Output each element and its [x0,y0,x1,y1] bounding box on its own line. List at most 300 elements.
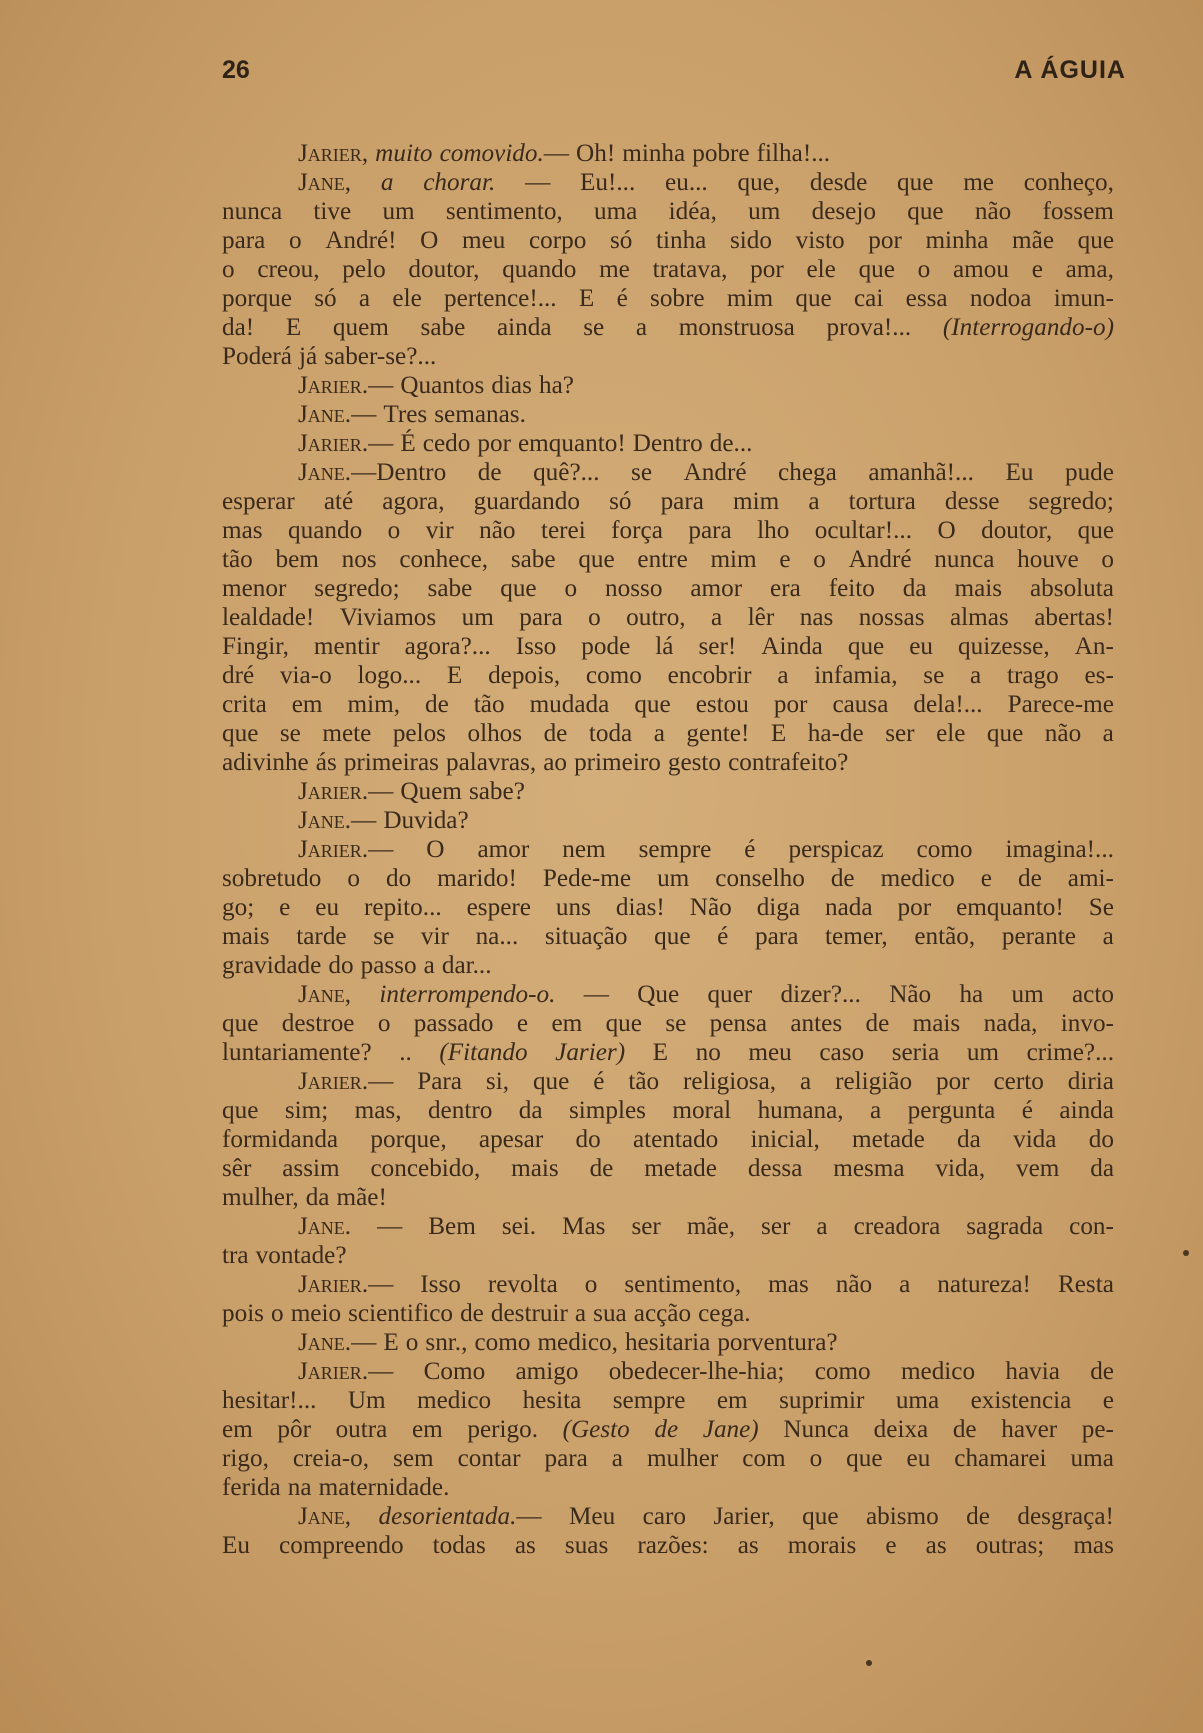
word: uma [1070,1445,1114,1472]
word: meu [461,227,506,254]
word: e [1102,1387,1114,1414]
word: Para [417,1068,462,1095]
word: mete [322,720,372,747]
word: da [1090,1155,1114,1182]
word: idéa, [668,198,717,225]
word: Eu!... [580,169,636,196]
word: do [575,1126,601,1153]
word: quando [288,517,363,544]
word: mais [511,1155,559,1182]
word: (Fitando [439,1039,528,1066]
text-line [222,1067,1114,1096]
word: passado [413,1010,494,1037]
word: se [665,1010,687,1037]
word: uma [594,198,638,225]
text-line [222,342,1114,371]
word: tinha [656,227,707,254]
word: apesar [478,1126,544,1153]
word: que [500,575,537,602]
word: eu [315,894,340,921]
word: pois [222,1300,264,1327]
word: imagina!... [1005,836,1114,863]
word: Quem [400,778,462,805]
word: perspicaz [788,836,884,863]
word: nosso [605,575,663,602]
word: minha [622,140,686,167]
word: o [584,1271,598,1298]
word: tão [473,691,505,718]
word: de [952,1416,977,1443]
word: ainda [496,314,552,341]
word: o [271,1300,284,1327]
word: como [474,1329,531,1356]
word: nunca [934,546,995,573]
word: dias! [615,894,665,921]
word: e [279,894,291,921]
word: Jane) [702,1416,759,1443]
word: E [770,720,787,747]
word: é [744,836,756,863]
word: bem [275,546,319,573]
word: nossas [858,604,925,631]
word: só [609,227,633,254]
text-line [222,806,1114,835]
word: menor [222,575,287,602]
text-line [222,400,1114,429]
word: que [532,1068,570,1095]
word: formidanda [222,1126,339,1153]
word: ainda [1059,1097,1114,1124]
word: Jane, [298,169,352,196]
word: Jane, [298,1503,352,1530]
word: suas [564,1532,609,1559]
word: desorientada.— [378,1503,542,1530]
word: dar... [441,952,492,979]
word: vir [425,517,454,544]
word: de [543,720,568,747]
word: as [925,1532,947,1559]
word: desgraça! [1017,1503,1114,1530]
word: ha? [538,372,574,399]
word: que [1077,227,1114,254]
word: André! [325,227,397,254]
word: da [305,1184,330,1211]
word: meu [748,1039,792,1066]
word: nas [799,604,834,631]
word: por [750,256,784,283]
word: não [1044,720,1082,747]
word: gente! [686,720,750,747]
word: não [974,198,1012,225]
word: sei. [501,1213,537,1240]
word: interrompendo-o. [379,981,556,1008]
word: pelos [392,720,446,747]
word: esperar [222,488,295,515]
word: para [222,227,266,254]
word: a [800,1068,812,1095]
word: do [385,865,412,892]
word: Mas [562,1213,606,1240]
word: ama, [1065,256,1114,283]
word: um [382,198,415,225]
word: que [222,1010,259,1037]
word: nunca [222,198,283,225]
word: do [1088,1126,1114,1153]
word: muito [375,140,433,167]
word: para [544,1445,588,1472]
word: vida, [935,1155,986,1182]
word: o [347,865,360,892]
word: a [635,314,648,341]
word: mim [726,285,774,312]
word: dentro [427,1097,493,1124]
text-line [222,1154,1114,1183]
word: tarde [296,923,347,950]
text-line [222,690,1114,719]
word: chorar. [423,169,496,196]
word: mas [1073,1532,1114,1559]
word: a [816,1213,828,1240]
word: fossem [1042,198,1114,225]
word: um [461,604,494,631]
ink-speck [1183,1250,1189,1256]
word: pude [1064,459,1114,486]
text-line [222,1357,1114,1386]
word: sido [730,227,772,254]
word: que [634,691,671,718]
word: nodoa [969,285,1032,312]
word: era [770,575,801,602]
word: que [795,285,832,312]
word: nada [825,894,873,921]
text-line [222,1473,1114,1502]
word: o [564,575,578,602]
word: mulher, [222,1184,299,1211]
word: gravidade [222,952,322,979]
word: não [835,1271,873,1298]
word: amou [953,256,1009,283]
word: Duvida? [383,807,469,834]
text-line [222,1241,1114,1270]
word: nem [562,836,606,863]
word: concebido, [370,1155,481,1182]
word: haver [1001,1416,1058,1443]
word: Jarier.— [298,836,394,863]
word: eu... [665,169,708,196]
word: nos [341,546,377,573]
word: Jarier.— [298,778,394,805]
word: então, [914,923,976,950]
word: emquanto! [956,894,1064,921]
word: perigo. [467,1416,538,1443]
word: o [222,256,235,283]
text-line [222,255,1114,284]
word: como [916,836,973,863]
word: uns [555,894,591,921]
word: sêr [222,1155,252,1182]
word: que [1077,517,1114,544]
word: O [420,227,439,254]
word: metade [644,1155,717,1182]
word: pôr [277,1416,311,1443]
word: de [1090,1358,1114,1385]
text-line [222,893,1114,922]
word: sem [393,1445,434,1472]
word: Viviamos [339,604,437,631]
word: de [830,865,855,892]
text-line [222,1212,1114,1241]
word: é [616,285,628,312]
word: mudada [529,691,610,718]
word: situação [544,923,628,950]
word: estou [695,691,749,718]
word: doutor, [981,517,1053,544]
word: ás [315,749,337,776]
word: chega [778,459,837,486]
word: toda [588,720,633,747]
word: mim [710,546,757,573]
word: um [657,865,690,892]
word: mas, [354,1097,402,1124]
text-line [222,458,1114,487]
word: é [593,1068,605,1095]
word: por [935,1068,970,1095]
word: doutor, [408,256,480,283]
word: adivinhe [222,749,309,776]
word: me [963,169,994,196]
word: André [683,459,747,486]
word: E [285,314,302,341]
word: como [585,662,642,689]
word: Jane. [298,1213,352,1240]
word: mentir [313,633,380,660]
word: creadora [853,1213,941,1240]
text-line [222,545,1114,574]
word: terei [540,517,586,544]
word: vir [420,923,449,950]
word: hesita [522,1387,582,1414]
word: snr., [425,1329,468,1356]
word: É [400,430,416,457]
word: .. [399,1039,412,1066]
word: ha [959,981,984,1008]
word: que [654,923,691,950]
text-line [222,168,1114,197]
word: se [631,459,653,486]
word: abertas! [1034,604,1114,631]
word: que [605,1010,642,1037]
word: medico, [537,1329,618,1356]
word: Eu [222,1532,250,1559]
word: sentimento, [445,198,563,225]
text-line [222,632,1114,661]
word: a [808,488,820,515]
word: O [937,517,956,544]
word: comovido.— [439,140,569,167]
word: o [288,227,302,254]
word: ami- [1067,865,1114,892]
word: destruir [490,1300,568,1327]
word: no [695,1039,721,1066]
word: que [858,256,895,283]
word: em [222,1416,253,1443]
word: dizer?... [780,981,861,1008]
word: feito [828,575,875,602]
word: luntariamente? [222,1039,372,1066]
text-line [222,1096,1114,1125]
word: An- [1074,633,1114,660]
word: depois, [488,662,561,689]
word: maternidade. [318,1474,450,1501]
word: força [611,517,663,544]
word: segredo; [314,575,400,602]
word: de [589,1155,614,1182]
word: nada, [983,1010,1038,1037]
word: mais [222,923,270,950]
word: por [773,691,808,718]
word: mulher [646,1445,719,1472]
word: sentimento, [624,1271,742,1298]
word: assim [282,1155,340,1182]
word: o [813,546,826,573]
word: o [377,1010,391,1037]
word: quer [707,981,753,1008]
word: pertence!... [444,285,557,312]
word: acto [1071,981,1114,1008]
word: trago [1006,662,1059,689]
word: seria [891,1039,940,1066]
word: as [514,1532,536,1559]
word: deixa [873,1416,929,1443]
word: caro [642,1503,686,1530]
text-line [222,980,1114,1009]
word: E [383,1329,399,1356]
word: E [446,662,463,689]
word: que [847,633,885,660]
word: que [578,546,615,573]
word: Jarier.— [298,1358,394,1385]
word: tratava, [652,256,728,283]
word: invo- [1060,1010,1114,1037]
word: o [1101,546,1114,573]
word: passo [360,952,417,979]
word: moral [672,1097,732,1124]
word: Jane.—Dentro [298,459,447,486]
word: atentado [632,1126,719,1153]
word: gesto [667,749,722,776]
text-line [222,719,1114,748]
word: se [923,662,945,689]
word: obedecer-lhe-hia; [608,1358,785,1385]
word: Jarier.— [298,430,394,457]
word: se [373,923,395,950]
word: e [1031,256,1043,283]
word: (Interrogando-o) [942,314,1114,341]
word: tão [628,1068,660,1095]
word: repito... [364,894,442,921]
text-line [222,429,1114,458]
word: da [902,575,927,602]
word: ocultar!... [814,517,912,544]
word: Fingir, [222,633,289,660]
word: eu [906,1445,931,1472]
text-line [222,197,1114,226]
word: de [966,1503,990,1530]
word: a [899,1271,911,1298]
word: sim; [284,1097,329,1124]
text-line [222,1531,1114,1560]
word: que, [737,169,781,196]
word: creia-o, [292,1445,370,1472]
word: (Gesto [562,1416,630,1443]
word: a [970,662,982,689]
word: como [814,1358,871,1385]
word: vontade? [255,1242,347,1269]
word: infamia, [814,662,898,689]
word: ser [761,1213,791,1240]
word: emquanto! [518,430,626,457]
word: pergunta [907,1097,996,1124]
word: Jane.— [298,1329,377,1356]
word: Oh! [576,140,616,167]
word: que [986,720,1024,747]
word: abismo [865,1503,939,1530]
word: revolta [487,1271,558,1298]
word: de [460,1300,484,1327]
word: antes [790,1010,843,1037]
word: con- [1069,1213,1114,1240]
word: chamarei [954,1445,1047,1472]
word: minha [925,227,989,254]
word: houve [1017,546,1079,573]
word: certo [993,1068,1044,1095]
word: hesitar!... [222,1387,317,1414]
word: primeiro [574,749,661,776]
word: Um [347,1387,386,1414]
word: porque [222,285,292,312]
word: Isso [515,633,557,660]
word: ha-de [807,720,864,747]
word: sabe [420,314,466,341]
word: só [314,285,337,312]
word: a [1102,720,1114,747]
word: ser! [698,633,737,660]
word: dré [222,662,255,689]
ink-speck [866,1660,872,1666]
word: sagrada [966,1213,1044,1240]
word: medico [880,865,955,892]
word: Que [637,981,680,1008]
running-title: A ÁGUIA [1014,56,1126,84]
text-line [222,139,1114,168]
word: mais [954,575,1003,602]
word: da! [222,314,255,341]
text-line [222,777,1114,806]
word: mãe, [686,1213,736,1240]
word: em [411,1416,443,1443]
word: ferida [222,1474,281,1501]
word: Quantos [400,372,485,399]
word: si, [485,1068,510,1095]
word: sobretudo [222,865,322,892]
word: corpo [528,227,587,254]
text-line [222,748,1114,777]
word: ser [631,1213,661,1240]
word: a [611,1445,623,1472]
word: Parece-me [1007,691,1114,718]
text-line [222,603,1114,632]
word: ele [392,285,422,312]
